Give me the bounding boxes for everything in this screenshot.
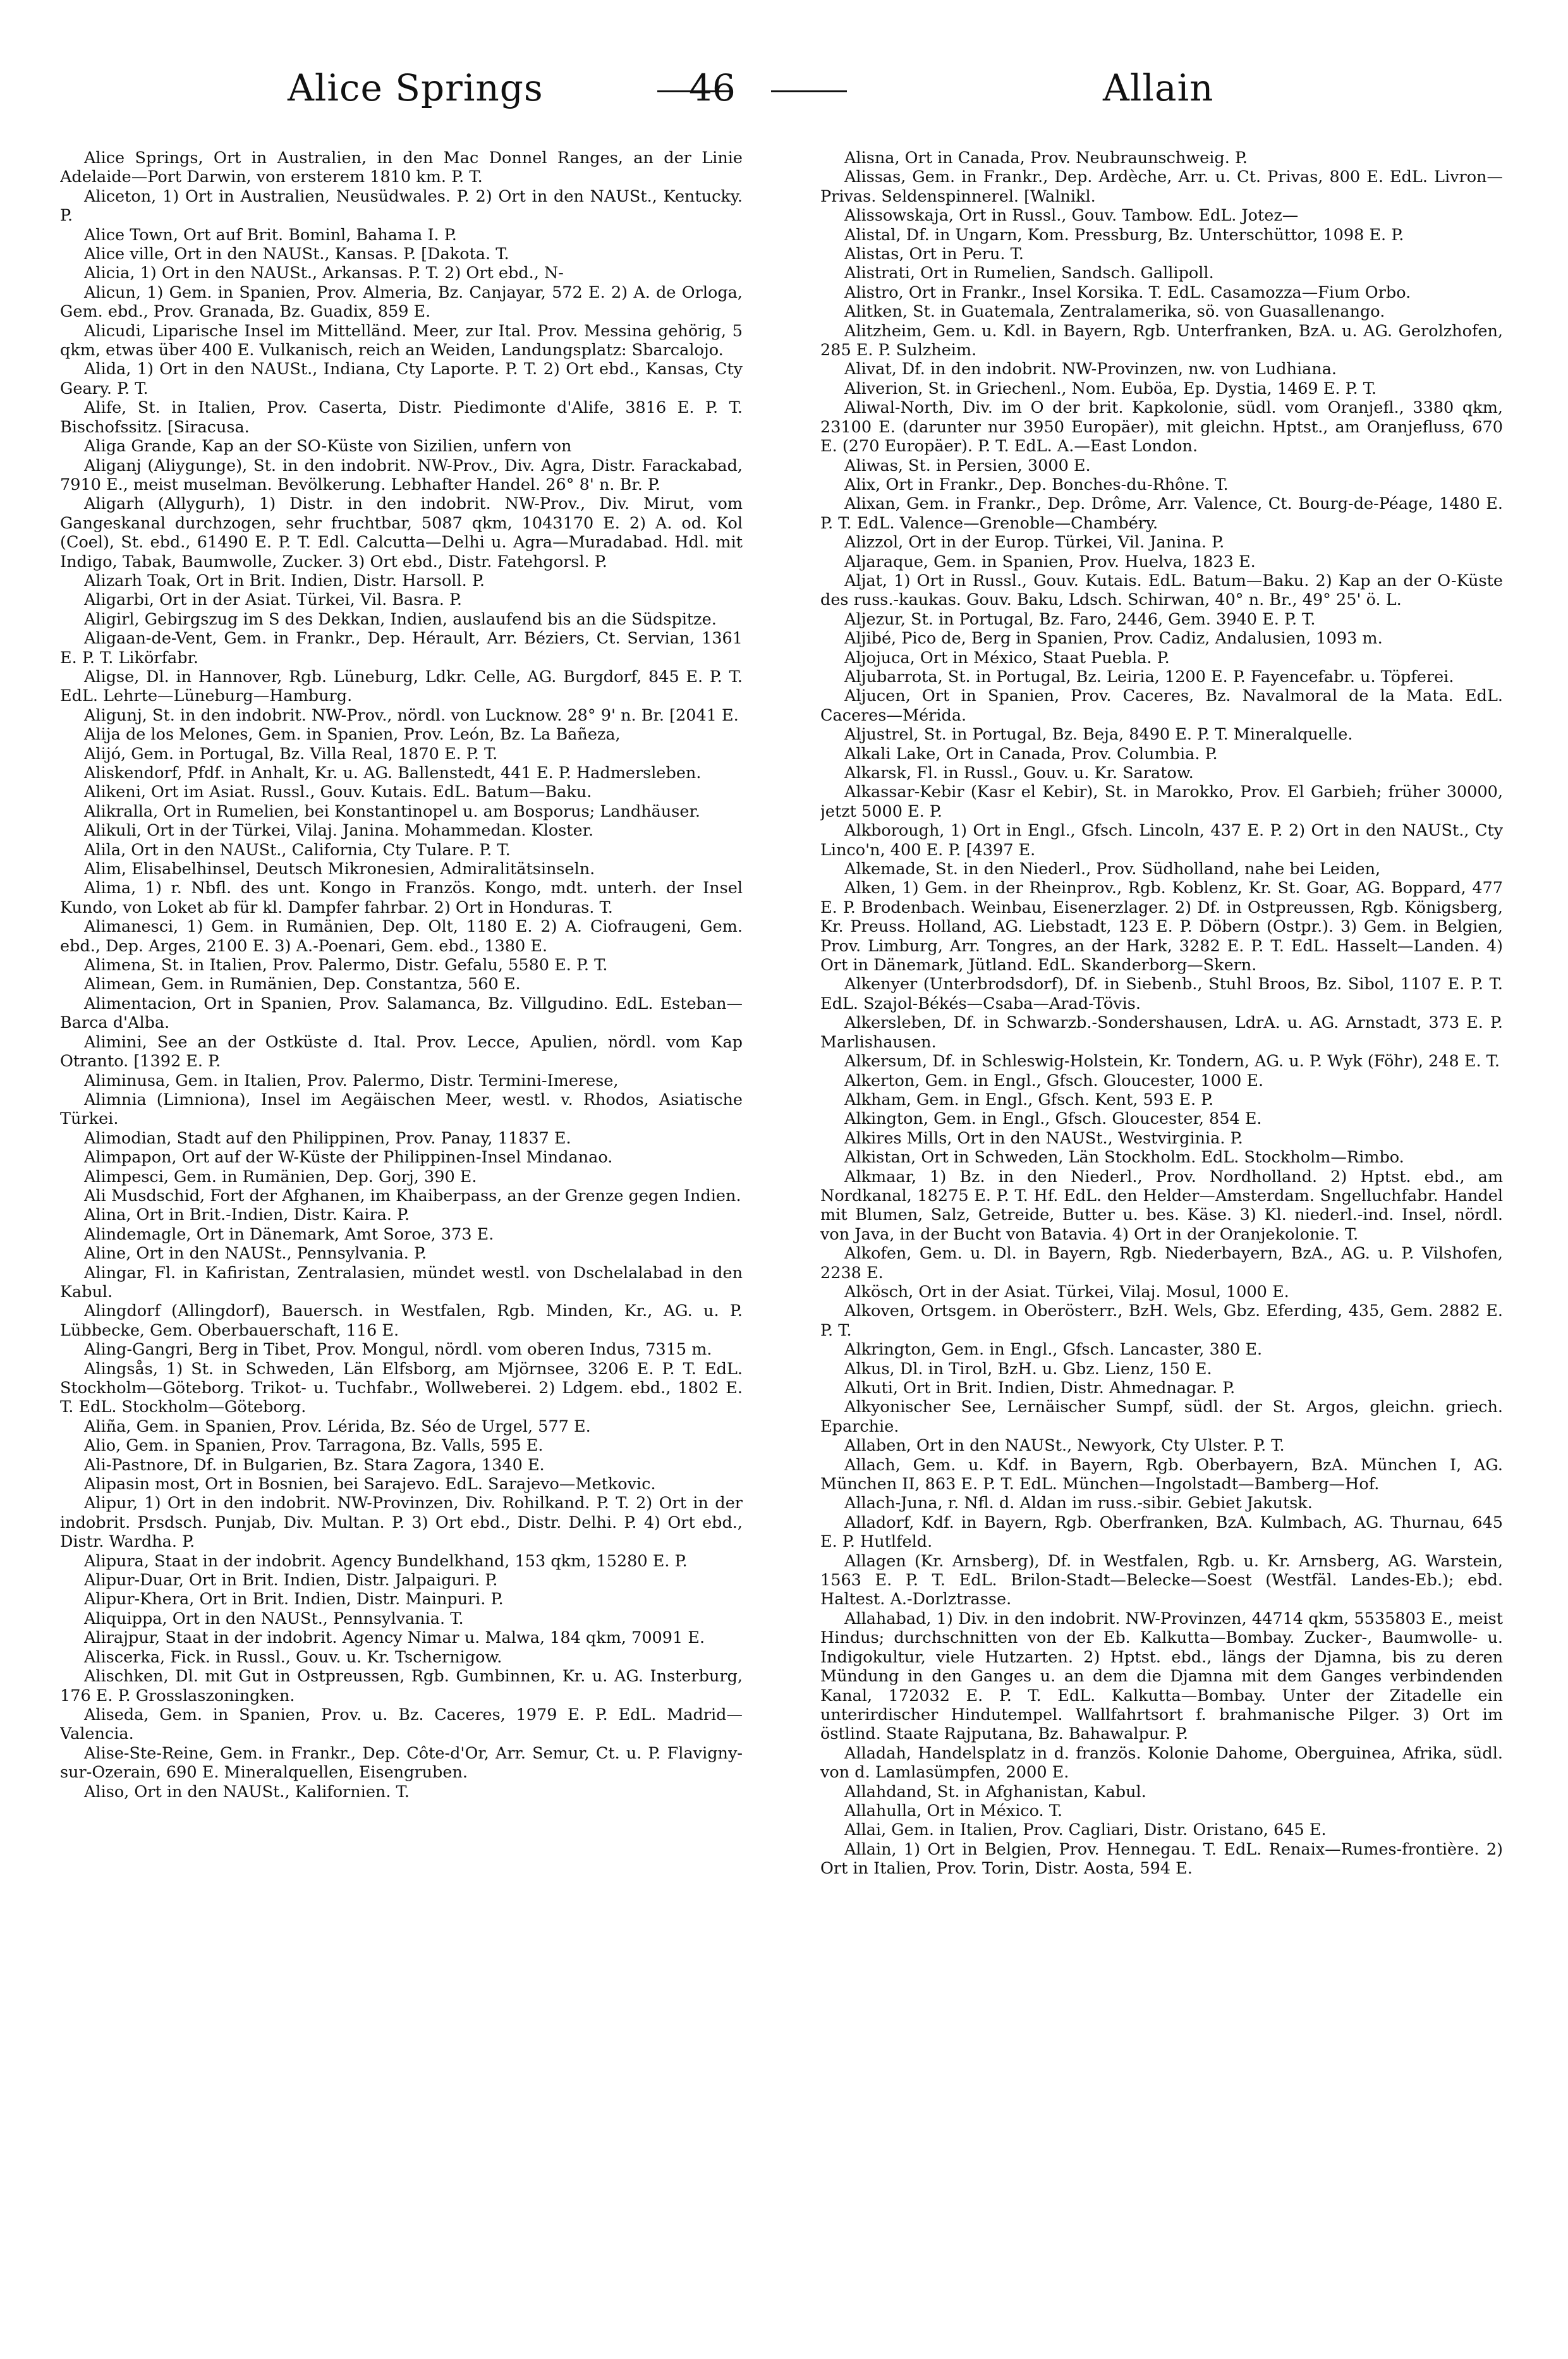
gazetteer-entry: Alixan, Gem. in Frankr., Dep. Drôme, Arr. Valence, Ct. Bourg-de-Péage, 1480 E. P. T. EdL. Valence—Grenoble—Chambéry. [820,494,1503,533]
gazetteer-entry: Alim, Elisabelhinsel, Deutsch Mikronesien, Admiralitätsinseln. [84,860,595,879]
gazetteer-entry: Aljibé, Pico de, Berg in Spanien, Prov. Cadiz, Andalusien, 1093 m. [844,629,1383,649]
gazetteer-entry: Alisna, Ort in Canada, Prov. Neubraunschweig. P. [844,149,1248,168]
gazetteer-entry: Ali-Pastnore, Df. in Bulgarien, Bz. Stara Zagora, 1340 E. [84,1455,545,1475]
gazetteer-entry: Alija de los Melones, Gem. in Spanien, Prov. León, Bz. La Bañeza, [84,725,621,745]
gazetteer-entry: Aljojuca, Ort in México, Staat Puebla. P. [844,648,1170,667]
gazetteer-entry: Alkington, Gem. in Engl., Gfsch. Gloucester, 854 E. [844,1109,1262,1129]
gazetteer-entry: Aligaan-de-Vent, Gem. in Frankr., Dep. Hérault, Arr. Béziers, Ct. Servian, 1361 E. P. T. Likörfabr. [60,629,743,667]
gazetteer-entry: Aliminusa, Gem. in Italien, Prov. Palermo, Distr. Termini-Imerese, [84,1071,619,1090]
gazetteer-entry: Aliña, Gem. in Spanien, Prov. Lérida, Bz. Séo de Urgel, 577 E. [84,1417,591,1436]
gazetteer-entry: Allach, Gem. u. Kdf. in Bayern, Rgb. Oberbayern, BzA. München I, AG. München II, 863 E. P. T. EdL. München—Ingolstadt—Bamberg—Hof. [820,1455,1503,1494]
gazetteer-entry: Alingdorf (Allingdorf), Bauersch. in Westfalen, Rgb. Minden, Kr., AG. u. P. Lübbecke, Gem. Oberbauerschaft, 116 E. [60,1301,743,1340]
gazetteer-entry: Aljustrel, St. in Portugal, Bz. Beja, 8490 E. P. T. Mineralquelle. [844,725,1353,745]
gazetteer-entry: Alimentacion, Ort in Spanien, Prov. Salamanca, Bz. Villgudino. EdL. Esteban—Barca d'Alba. [60,994,743,1033]
gazetteer-entry: Allahabad, 1) Div. in den indobrit. NW-Provinzen, 44714 qkm, 5535803 E., meist Hindus; durchschnitten von der Eb. Kalkutta—Bombay. Zucker-, Baumwolle- u. Indigokultur, viele Hutzarten. 2) Hptst. ebd., längs der Djamna, bis zu deren Mündung in den Ganges u. an dem die Djamna mit dem Ganges verbindenden Kanal, 172032 E. P. T. EdL. Kalkutta—Bombay. Unter der Zitadelle ein unterirdischer Hindutempel. Wallfahrtsort f. brahmanische Pilger. 3) Ort im östlind. Staate Rajputana, Bz. Bahawalpur. P. [820,1609,1503,1744]
gazetteer-entry: Alkarsk, Fl. in Russl., Gouv. u. Kr. Saratow. [844,764,1194,783]
gazetteer-entry: Alimean, Gem. in Rumänien, Dep. Constantza, 560 E. [84,975,521,994]
gazetteer-entry: Alkali Lake, Ort in Canada, Prov. Columbia. P. [844,744,1218,764]
gazetteer-entry: Alila, Ort in den NAUSt., California, Cty Tulare. P. T. [84,840,511,860]
gazetteer-entry: Alladorf, Kdf. in Bayern, Rgb. Oberfranken, BzA. Kulmbach, AG. Thurnau, 645 E. P. Hutlfeld. [820,1513,1503,1552]
gazetteer-entry: Alistrati, Ort in Rumelien, Sandsch. Gallipoll. [844,264,1214,283]
gazetteer-entry: Alicudi, Liparische Insel im Mittelländ. Meer, zur Ital. Prov. Messina gehörig, 5 qkm, etwas über 400 E. Vulkanisch, reich an Weiden, Landungsplatz: Sbarcalojo. [60,321,743,360]
gazetteer-entry: Alipura, Staat in der indobrit. Agency Bundelkhand, 153 qkm, 15280 E. P. [84,1551,688,1571]
gazetteer-entry: Aligirl, Gebirgszug im S des Dekkan, Indien, auslaufend bis an die Südspitze. [84,609,717,629]
gazetteer-entry: Alken, 1) Gem. in der Rheinprov., Rgb. Koblenz, Kr. St. Goar, AG. Boppard, 477 E. P. Brodenbach. Weinbau, Eisenerzlager. 2) Df. in Ostpreussen, Rgb. Königsberg, Kr. Preuss. Holland, AG. Liebstadt, 123 E. P. Döbern (Ostpr.). 3) Gem. in Belgien, Prov. Limburg, Arr. Tongres, an der Hark, 3282 E. P. T. EdL. Hasselt—Landen. 4) Ort in Dänemark, Jütland. EdL. Skanderborg—Skern. [820,879,1503,975]
gazetteer-entry: Alida, 1) Ort in den NAUSt., Indiana, Cty Laporte. P. T. 2) Ort ebd., Kansas, Cty Geary. P. T. [60,360,743,398]
gazetteer-entry: Alkofen, Gem. u. Dl. in Bayern, Rgb. Niederbayern, BzA., AG. u. P. Vilshofen, 2238 E. [820,1244,1503,1283]
running-header [0,60,1568,130]
gazetteer-entry: Alistas, Ort in Peru. T. [844,245,1024,264]
gazetteer-entry: Alistro, Ort in Frankr., Insel Korsika. T. EdL. Casamozza—Fium Orbo. [844,283,1411,302]
gazetteer-entry: Aljubarrota, St. in Portugal, Bz. Leiria, 1200 E. P. Fayencefabr. u. Töpferei. [844,667,1454,686]
gazetteer-entry: Alio, Gem. in Spanien, Prov. Tarragona, Bz. Valls, 595 E. [84,1436,544,1456]
gazetteer-entry: Alkuti, Ort in Brit. Indien, Distr. Ahmednagar. P. [844,1379,1236,1398]
gazetteer-entry: Aline, Ort in den NAUSt., Pennsylvania. P. [84,1244,427,1264]
gazetteer-entry: Alimena, St. in Italien, Prov. Palermo, Distr. Gefalu, 5580 E. P. T. [84,956,608,975]
gazetteer-entry: Aliscerka, Fick. in Russl., Gouv. u. Kr. Tschernigow. [84,1647,502,1667]
gazetteer-entry: Aliskendorf, Pfdf. in Anhalt, Kr. u. AG. Ballenstedt, 441 E. P. Hadmersleben. [84,764,702,783]
gazetteer-entry: Alipur, 1) Ort in den indobrit. NW-Provinzen, Div. Rohilkand. P. T. 2) Ort in der indobrit. Prsdsch. Punjab, Div. Multan. P. 3) Ort ebd., Distr. Delhi. P. 4) Ort ebd., Distr. Wardha. P. [60,1494,743,1552]
gazetteer-entry: Alingar, Fl. in Kafiristan, Zentralasien, mündet westl. von Dschelalabad in den Kabul. [60,1263,743,1301]
gazetteer-entry: Alkerton, Gem. in Engl., Gfsch. Gloucester, 1000 E. [844,1071,1264,1090]
gazetteer-entry: Allai, Gem. in Italien, Prov. Cagliari, Distr. Oristano, 645 E. [844,1820,1327,1840]
gazetteer-entry: Ali Musdschid, Fort der Afghanen, im Khaiberpass, an der Grenze gegen Indien. [84,1186,741,1205]
gazetteer-entry: Alimanesci, 1) Gem. in Rumänien, Dep. Olt, 1180 E. 2) A. Ciofraugeni, Gem. ebd., Dep. Arges, 2100 E. 3) A.-Poenari, Gem. ebd., 1380 E. [60,917,743,956]
gazetteer-entry: Alitken, St. in Guatemala, Zentralamerika, sö. von Guasallenango. [844,302,1385,322]
gazetteer-entry: Alife, St. in Italien, Prov. Caserta, Distr. Piedimonte d'Alife, 3816 E. P. T. Bischofssitz. [Siracusa. [60,398,743,437]
gazetteer-entry: Alivat, Df. in den indobrit. NW-Provinzen, nw. von Ludhiana. [844,360,1337,379]
gazetteer-entry: Alkoven, Ortsgem. in Oberösterr., BzH. Wels, Gbz. Eferding, 435, Gem. 2882 E. P. T. [820,1301,1503,1340]
gazetteer-entry: Alipasin most, Ort in Bosnien, bei Sarajevo. EdL. Sarajevo—Metkovic. [84,1475,656,1494]
gazetteer-entry: Alkösch, Ort in der Asiat. Türkei, Vilaj. Mosul, 1000 E. [844,1282,1289,1301]
gazetteer-entry: Alikuli, Ort in der Türkei, Vilaj. Janina. Mohammedan. Kloster. [84,821,594,841]
gazetteer-entry: Aliquippa, Ort in den NAUSt., Pennsylvania. T. [84,1609,464,1628]
gazetteer-entry: Allahulla, Ort in México. T. [844,1801,1063,1820]
gazetteer-entry: Alkersum, Df. in Schleswig-Holstein, Kr. Tondern, AG. u. P. Wyk (Föhr), 248 E. T. [844,1052,1500,1071]
gazetteer-entry: Alijó, Gem. in Portugal, Bz. Villa Real, 1870 E. P. T. [84,744,498,764]
gazetteer-entry: Alistal, Df. in Ungarn, Kom. Pressburg, Bz. Unterschüttor, 1098 E. P. [844,225,1404,245]
gazetteer-entry: Alissas, Gem. in Frankr., Dep. Ardèche, Arr. u. Ct. Privas, 800 E. EdL. Livron—Privas. Seldenspinnerel. [Walnikl. [820,168,1503,206]
gazetteer-entry: Alimnia (Limniona), Insel im Aegäischen Meer, westl. v. Rhodos, Asiatische Türkei. [60,1090,743,1129]
gazetteer-entry: Alise-Ste-Reine, Gem. in Frankr., Dep. Côte-d'Or, Arr. Semur, Ct. u. P. Flavigny-sur-Ozerain, 690 E. Mineralquellen, Eisengruben. [60,1743,743,1783]
gazetteer-entry: Allaben, Ort in den NAUSt., Newyork, Cty Ulster. P. T. [844,1436,1285,1456]
gazetteer-entry: Aligarbi, Ort in der Asiat. Türkei, Vil. Basra. P. [84,590,463,610]
gazetteer-entry: Alicia, 1) Ort in den NAUSt., Arkansas. P. T. 2) Ort ebd., N- [84,264,564,283]
left-column [60,149,743,2323]
gazetteer-entry: Aligarh (Allygurh), 1) Distr. in den indobrit. NW-Prov., Div. Mirut, vom Gangeskanal durchzogen, sehr fruchtbar, 5087 qkm, 1043170 E. 2) A. od. Kol (Coel), St. ebd., 61490 E. P. T. Edl. Calcutta—Delhi u. Agra—Muradabad. Hdl. mit Indigo, Tabak, Baumwolle, Zucker. 3) Ort ebd., Distr. Fatehgorsl. P. [60,494,743,571]
gazetteer-entry: Alikeni, Ort im Asiat. Russl., Gouv. Kutais. EdL. Batum—Baku. [84,783,592,802]
gazetteer-entry: Alkires Mills, Ort in den NAUSt., Westvirginia. P. [844,1128,1243,1148]
gazetteer-entry: Aljezur, St. in Portugal, Bz. Faro, 2446, Gem. 3940 E. P. T. [844,609,1316,629]
gazetteer-entry: Alipur-Khera, Ort in Brit. Indien, Distr. Mainpuri. P. [84,1590,504,1609]
gazetteer-entry: Allagen (Kr. Arnsberg), Df. in Westfalen, Rgb. u. Kr. Arnsberg, AG. Warstein, 1563 E. P. T. EdL. Brilon-Stadt—Belecke—Soest (Westfäl. Landes-Eb.); ebd. Haltest. A.-Dorlztrasse. [820,1551,1503,1609]
gazetteer-entry: Alice Springs, Ort in Australien, in den Mac Donnel Ranges, an der Linie Adelaide—Port Darwin, von ersterem 1810 km. P. T. [60,149,743,187]
gazetteer-entry: Alkyonischer See, Lernäischer Sumpf, südl. der St. Argos, gleichn. griech. Eparchie. [820,1398,1503,1436]
gazetteer-entry: Alikralla, Ort in Rumelien, bei Konstantinopel u. am Bosporus; Landhäuser. [84,802,700,821]
gazetteer-entry: Aling-Gangri, Berg in Tibet, Prov. Mongul, nördl. vom oberen Indus, 7315 m. [84,1340,712,1360]
gazetteer-entry: Alima, 1) r. Nbfl. des unt. Kongo in Französ. Kongo, mdt. unterh. der Insel Kundo, von Loket ab für kl. Dampfer fahrbar. 2) Ort in Honduras. T. [60,879,743,917]
gazetteer-entry: Alkrington, Gem. in Engl., Gfsch. Lancaster, 380 E. [844,1340,1263,1360]
gazetteer-entry: Alipur-Duar, Ort in Brit. Indien, Distr. Jalpaiguri. P. [84,1571,498,1590]
gazetteer-entry: Alkmaar, 1) Bz. in den Niederl., Prov. Nordholland. 2) Hptst. ebd., am Nordkanal, 18275 E. P. T. Hf. EdL. den Helder—Amsterdam. Sngelluchfabr. Handel mit Blumen, Salz, Getreide, Butter u. bes. Käse. 3) Kl. niederl.-ind. Insel, nördl. von Java, in der Bucht von Batavia. 4) Ort in der Oranjekolonie. T. [820,1167,1503,1244]
gazetteer-entry: Aligunj, St. in den indobrit. NW-Prov., nördl. von Lucknow. 28° 9' n. Br. [2041 E. [84,705,739,725]
gazetteer-entry: Alkborough, 1) Ort in Engl., Gfsch. Lincoln, 437 E. P. 2) Ort in den NAUSt., Cty Linco'n, 400 E. P. [4397 E. [820,821,1503,860]
gazetteer-entry: Aliganj (Aliygunge), St. in den indobrit. NW-Prov., Div. Agra, Distr. Farackabad, 7910 E., meist muselman. Bevölkerung. Lebhafter Handel. 26° 8' n. Br. P. [60,456,743,494]
header-right-title: Allain [1103,66,1214,109]
gazetteer-entry: Alimini, See an der Ostküste d. Ital. Prov. Lecce, Apulien, nördl. vom Kap Otranto. [1392 E. P. [60,1032,743,1071]
gazetteer-entry: Aliwas, St. in Persien, 3000 E. [844,456,1091,475]
gazetteer-entry: Aljucen, Ort in Spanien, Prov. Caceres, Bz. Navalmoral de la Mata. EdL. Caceres—Mérida. [820,686,1503,725]
gazetteer-entry: Alicun, 1) Gem. in Spanien, Prov. Almeria, Bz. Canjayar, 572 E. 2) A. de Orloga, Gem. ebd., Prov. Granada, Bz. Guadix, 859 E. [60,283,743,322]
gazetteer-entry: Allahdand, St. in Afghanistan, Kabul. [844,1782,1146,1801]
gazetteer-entry: Allach-Juna, r. Nfl. d. Aldan im russ.-sibir. Gebiet Jakutsk. [844,1494,1313,1513]
gazetteer-entry: Aliga Grande, Kap an der SO-Küste von Sizilien, unfern von [84,437,572,456]
gazetteer-entry: Alindemagle, Ort in Dänemark, Amt Soroe, 373 E. [84,1224,494,1244]
page-number: 46 [689,66,736,109]
header-left-title: Alice Springs [288,66,544,109]
header-rule-right [771,90,847,92]
gazetteer-entry: Alingsås, 1) St. in Schweden, Län Elfsborg, am Mjörnsee, 3206 E. P. T. EdL. Stockholm—Göteborg. Trikot- u. Tuchfabr., Wollweberei. 2) Ldgem. ebd., 1802 E. T. EdL. Stockholm—Göteborg. [60,1359,743,1417]
gazetteer-entry: Alkistan, Ort in Schweden, Län Stockholm. EdL. Stockholm—Rimbo. [844,1148,1404,1167]
gazetteer-entry: Alice Town, Ort auf Brit. Bominl, Bahama I. P. [84,225,457,245]
gazetteer-entry: Alkus, Dl. in Tirol, BzH. u. Gbz. Lienz, 150 E. [844,1359,1212,1379]
gazetteer-entry: Alimpapon, Ort auf der W-Küste der Philippinen-Insel Mindanao. [84,1148,613,1167]
gazetteer-entry: Aligse, Dl. in Hannover, Rgb. Lüneburg, Ldkr. Celle, AG. Burgdorf, 845 E. P. T. EdL. Lehrte—Lüneburg—Hamburg. [60,667,743,706]
gazetteer-entry: Alkenyer (Unterbrodsdorf), Df. in Siebenb., Stuhl Broos, Bz. Sibol, 1107 E. P. T. EdL. Szajol-Békés—Csaba—Arad-Tövis. [820,975,1503,1013]
gazetteer-entry: Aliwal-North, Div. im O der brit. Kapkolonie, südl. vom Oranjefl., 3380 qkm, 23100 E. (darunter nur 3950 Europäer), mit gleichn. Hptst., am Oranjefluss, 670 E. (270 Europäer). P. T. EdL. A.—East London. [820,398,1503,456]
gazetteer-entry: Alirajpur, Staat in der indobrit. Agency Nimar u. Malwa, 184 qkm, 70091 E. [84,1628,705,1648]
right-column [820,149,1503,2323]
gazetteer-entry: Alkersleben, Df. in Schwarzb.-Sondershausen, LdrA. u. AG. Arnstadt, 373 E. P. Marlishausen. [820,1013,1503,1052]
gazetteer-entry: Allain, 1) Ort in Belgien, Prov. Hennegau. T. EdL. Renaix—Rumes-frontière. 2) Ort in Italien, Prov. Torin, Distr. Aosta, 594 E. [820,1839,1503,1879]
gazetteer-entry: Alix, Ort in Frankr., Dep. Bonches-du-Rhône. T. [844,475,1229,494]
gazetteer-entry: Alkemade, St. in den Niederl., Prov. Südholland, nahe bei Leiden, [844,860,1381,879]
gazetteer-entry: Alissowskaja, Ort in Russl., Gouv. Tambow. EdL. Jotez— [844,206,1299,226]
gazetteer-entry: Alizzol, Ort in der Europ. Türkei, Vil. Janina. P. [844,533,1225,552]
gazetteer-entry: Aliseda, Gem. in Spanien, Prov. u. Bz. Caceres, 1979 E. P. EdL. Madrid—Valencia. [60,1705,743,1744]
gazetteer-entry: Alimpesci, Gem. in Rumänien, Dep. Gorj, 390 E. [84,1167,477,1186]
gazetteer-entry: Alina, Ort in Brit.-Indien, Distr. Kaira. P. [84,1205,410,1225]
gazetteer-entry: Aljat, 1) Ort in Russl., Gouv. Kutais. EdL. Batum—Baku. 2) Kap an der O-Küste des russ.-kaukas. Gouv. Baku, Ldsch. Schirwan, 40° n. Br., 49° 25' ö. L. [820,571,1503,610]
gazetteer-entry: Aliso, Ort in den NAUSt., Kalifornien. T. [84,1782,410,1801]
gazetteer-entry: Aliverion, St. in Griechenl., Nom. Euböa, Ep. Dystia, 1469 E. P. T. [844,379,1377,398]
gazetteer-entry: Alimodian, Stadt auf den Philippinen, Prov. Panay, 11837 E. [84,1128,571,1148]
gazetteer-entry: Alkham, Gem. in Engl., Gfsch. Kent, 593 E. P. [844,1090,1214,1109]
gazetteer-entry: Alice ville, Ort in den NAUSt., Kansas. P. [Dakota. T. [84,245,509,264]
gazetteer-entry: Aljaraque, Gem. in Spanien, Prov. Huelva, 1823 E. [844,552,1256,571]
gazetteer-entry: Alladah, Handelsplatz in d. französ. Kolonie Dahome, Oberguinea, Afrika, südl. von d. Lamlasümpfen, 2000 E. [820,1743,1503,1783]
gazetteer-entry: Alkassar-Kebir (Kasr el Kebir), St. in Marokko, Prov. El Garbieh; früher 30000, jetzt 5000 E. P. [820,783,1503,821]
gazetteer-entry: Alitzheim, Gem. u. Kdl. in Bayern, Rgb. Unterfranken, BzA. u. AG. Gerolzhofen, 285 E. P. Sulzheim. [820,321,1503,360]
gazetteer-entry: Aliceton, 1) Ort in Australien, Neusüdwales. P. 2) Ort in den NAUSt., Kentucky. P. [60,186,743,226]
gazetteer-entry: Alizarh Toak, Ort in Brit. Indien, Distr. Harsoll. P. [84,571,485,590]
gazetteer-entry: Alischken, Dl. mit Gut in Ostpreussen, Rgb. Gumbinnen, Kr. u. AG. Insterburg, 176 E. P. Grosslaszoningken. [60,1667,743,1705]
